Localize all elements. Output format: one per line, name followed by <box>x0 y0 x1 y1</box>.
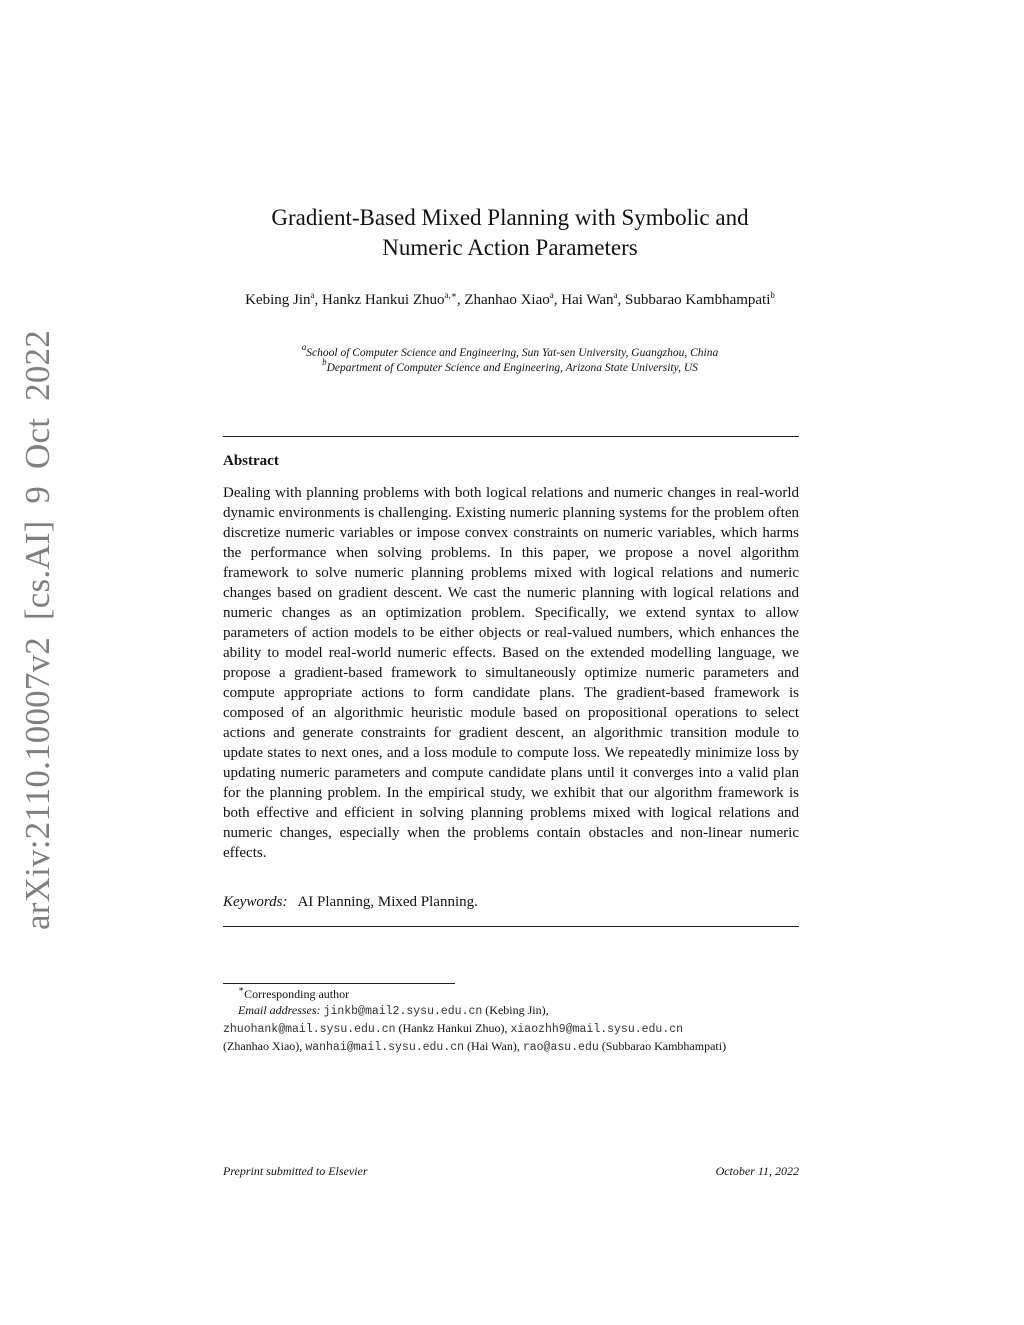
arxiv-identifier: arXiv:2110.10007v2 [cs.AI] 9 Oct 2022 <box>18 330 57 930</box>
footer-preprint-note: Preprint submitted to Elsevier <box>223 1164 368 1178</box>
paper-title <box>200 203 820 263</box>
footnote-rule <box>223 983 455 984</box>
author: Kebing Jin$^a$ <box>245 290 315 308</box>
email-link[interactable]: xiaozhh9@mail.sysu.edu.cn <box>510 1023 684 1036</box>
title-line-1: Gradient-Based Mixed Planning with Symbolic and <box>271 205 749 230</box>
corresponding-author-note: ∗Corresponding author <box>238 984 350 1001</box>
author: Zhanhao Xiao$^a$ <box>464 290 554 308</box>
email-link[interactable]: wanhai@mail.sysu.edu.cn <box>305 1041 465 1054</box>
keywords <box>223 892 478 912</box>
author: Subbarao Kambhampati$^b$ <box>625 290 775 308</box>
email-link[interactable]: zhuohank@mail.sysu.edu.cn <box>223 1023 396 1036</box>
abstract-heading: Abstract <box>223 453 279 469</box>
email-line: (Zhanhao Xiao), wanhai@mail.sysu.edu.cn (Hai Wan), rao@asu.edu (Subbarao Kambhampati) <box>223 1039 727 1054</box>
email-line: zhuohank@mail.sysu.edu.cn (Hankz Hankui Zhuo), xiaozhh9@mail.sysu.edu.cn <box>223 1021 684 1036</box>
abstract-text: Dealing with planning problems with both logical relations and numeric changes in real-world dynamic environments is challenging. Existing numeric planning systems for the problem often discretize numeric variables or impose convex constraints on numeric variables, which harms the performance when solving problems. In this paper, we propose a novel algorithm framework to solve numeric planning problems mixed with logical relations and numeric changes based on gradient descent. We cast the numeric planning with logical relations and numeric changes as an optimization problem. Specifically, we extend syntax to allow parameters of action models to be either objects or real-valued numbers, which enhances the ability to model real-world numeric effects. Based on the extended modelling language, we propose a gradient-based framework to simultaneously optimize numeric parameters and compute appropriate actions to form candidate plans. The gradient-based framework is composed of an algorithmic heuristic module based on propositional operations to select actions and generate constraints for gradient descent, an algorithmic transition module to update states to next ones, and a loss module to compute loss. We repeatedly minimize loss by updating numeric parameters and compute candidate plans until it converges into a valid plan for the planning problem. In the empirical study, we exhibit that our algorithm framework is both effective and efficient in solving planning problems mixed with logical relations and numeric changes, especially when the problems contain obstacles and non-linear numeric effects. <box>223 485 799 861</box>
footnotes <box>223 986 799 1056</box>
author: Hai Wan$^a$ <box>561 290 618 308</box>
email-line: Email addresses: jinkb@mail2.sysu.edu.cn (Kebing Jin), <box>238 1003 549 1018</box>
email-link[interactable]: rao@asu.edu <box>522 1041 599 1054</box>
keywords-text: AI Planning, Mixed Planning. <box>297 894 478 910</box>
keywords-label: Keywords: <box>223 894 288 910</box>
abstract-bottom-rule <box>223 926 799 927</box>
email-link[interactable]: jinkb@mail2.sysu.edu.cn <box>323 1005 483 1018</box>
author: Hankz Hankui Zhuo$^{a,∗}$ <box>322 290 457 308</box>
affiliations <box>200 342 820 376</box>
title-line-2: Numeric Action Parameters <box>382 235 638 260</box>
footer-date: October 11, 2022 <box>715 1164 799 1178</box>
affiliation: $^b$Department of Computer Science and Engineering, Arizona State University, US <box>322 357 698 374</box>
affiliation: $^a$School of Computer Science and Engineering, Sun Yat-sen University, Guangzhou, China <box>301 342 719 359</box>
abstract-top-rule <box>223 436 799 437</box>
author-list: Kebing Jin$^a$, Hankz Hankui Zhuo$^{a,∗}$, Zhanhao Xiao$^a$, Hai Wan$^a$, Subbarao Kambhampati$^b$ <box>245 290 775 308</box>
